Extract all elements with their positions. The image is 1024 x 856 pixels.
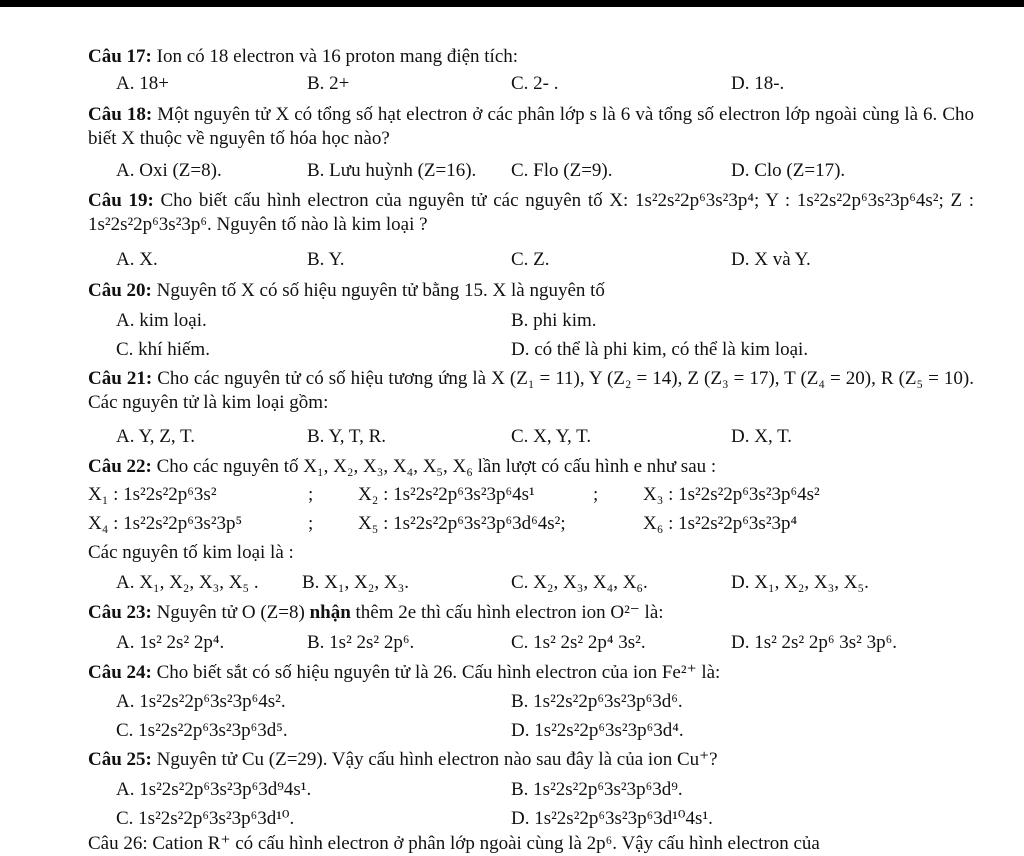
option-b[interactable]: B. 1s² 2s² 2p⁶.: [307, 632, 415, 653]
question-25: [88, 748, 718, 772]
config-separator: ;: [308, 513, 314, 534]
config-x3: X₃ : 1s²2s²2p⁶3s²3p⁶4s²: [643, 484, 820, 505]
config-separator: ;: [593, 484, 599, 505]
question-text: Cho các nguyên tử có số hiệu tương ứng là X (Z₁ = 11), Y (Z₂ = 14), Z (Z₃ = 17), T (Z₄ = 20), R (Z₅ = 10). Các nguyên tử là kim loại gồm:: [88, 368, 974, 413]
option-a[interactable]: A. X.: [116, 249, 158, 270]
option-c[interactable]: C. khí hiếm.: [116, 339, 210, 360]
question-text: Nguyên tố X có số hiệu nguyên tử bằng 15. X là nguyên tố: [156, 280, 605, 301]
option-d[interactable]: D. X và Y.: [731, 249, 811, 270]
option-b[interactable]: B. 2+: [307, 73, 350, 94]
question-text: Cho biết sắt có số hiệu nguyên tử là 26. Cấu hình electron của ion Fe²⁺ là:: [156, 662, 721, 683]
question-text: Nguyên tử Cu (Z=29). Vậy cấu hình electron nào sau đây là của ion Cu⁺?: [156, 749, 718, 770]
question-emphasis: nhận: [309, 602, 351, 623]
option-b[interactable]: B. 1s²2s²2p⁶3s²3p⁶3d⁹.: [511, 779, 683, 800]
question-18: [88, 103, 974, 151]
option-c[interactable]: C. X₂, X₃, X₄, X₆.: [511, 572, 648, 593]
option-d[interactable]: D. 1s²2s²2p⁶3s²3p⁶3d¹⁰4s¹.: [511, 808, 713, 829]
question-text: Cho biết cấu hình electron của nguyên tử các nguyên tố X: 1s²2s²2p⁶3s²3p⁴; Y : 1s²2s²2p⁶3s²3p⁶4s²; Z : 1s²2s²2p⁶3s²3p⁶. Nguyên tố nào là kim loại ?: [88, 190, 975, 235]
option-c[interactable]: C. 2- .: [511, 73, 559, 94]
option-b[interactable]: B. X₁, X₂, X₃.: [302, 572, 409, 593]
config-x2: X₂ : 1s²2s²2p⁶3s²3p⁶4s¹: [358, 484, 535, 505]
option-b[interactable]: B. 1s²2s²2p⁶3s²3p⁶3d⁶.: [511, 691, 683, 712]
option-d[interactable]: D. 1s² 2s² 2p⁶ 3s² 3p⁶.: [731, 632, 897, 653]
question-text: Ion có 18 electron và 16 proton mang điện tích:: [156, 46, 519, 67]
question-23: [88, 601, 664, 625]
question-label: Câu 19:: [88, 190, 154, 211]
question-text: Một nguyên tử X có tổng số hạt electron ở các phân lớp s là 6 và tổng số electron lớp ngoài cùng là 6. Cho biết X thuộc về nguyên tố hóa học nào?: [88, 104, 975, 149]
question-17: [88, 45, 518, 69]
option-c[interactable]: C. 1s²2s²2p⁶3s²3p⁶3d¹⁰.: [116, 808, 295, 829]
option-b[interactable]: B. Lưu huỳnh (Z=16).: [307, 160, 477, 181]
question-label: Câu 22:: [88, 456, 152, 477]
config-separator: ;: [308, 484, 314, 505]
option-c[interactable]: C. Z.: [511, 249, 550, 270]
config-x5: X₅ : 1s²2s²2p⁶3s²3p⁶3d⁶4s²;: [358, 513, 566, 534]
option-a[interactable]: A. Y, Z, T.: [116, 426, 195, 447]
option-d[interactable]: D. Clo (Z=17).: [731, 160, 846, 181]
question-label: Câu 21:: [88, 368, 153, 389]
option-d[interactable]: D. 18-.: [731, 73, 785, 94]
config-x6: X₆ : 1s²2s²2p⁶3s²3p⁴: [643, 513, 798, 534]
option-a[interactable]: A. kim loại.: [116, 310, 207, 331]
option-c[interactable]: C. 1s²2s²2p⁶3s²3p⁶3d⁵.: [116, 720, 288, 741]
option-d[interactable]: D. X₁, X₂, X₃, X₅.: [731, 572, 869, 593]
question-text: Nguyên tử O (Z=8): [156, 602, 305, 623]
question-24: [88, 661, 720, 685]
option-c[interactable]: C. 1s² 2s² 2p⁴ 3s².: [511, 632, 646, 653]
config-x4: X₄ : 1s²2s²2p⁶3s²3p⁵: [88, 513, 243, 534]
question-text-end: thêm 2e thì cấu hình electron ion O²⁻ là:: [355, 602, 664, 623]
question-22: [88, 455, 716, 479]
question-label: Câu 20:: [88, 280, 152, 301]
option-d[interactable]: D. X, T.: [731, 426, 793, 447]
question-label: Câu 18:: [88, 104, 153, 125]
option-a[interactable]: A. 1s²2s²2p⁶3s²3p⁶3d⁹4s¹.: [116, 779, 312, 800]
option-c[interactable]: C. X, Y, T.: [511, 426, 592, 447]
option-a[interactable]: A. 1s² 2s² 2p⁴.: [116, 632, 225, 653]
question-21: [88, 367, 974, 415]
top-border: [0, 0, 1024, 7]
question-label: Câu 25:: [88, 749, 152, 770]
option-a[interactable]: A. 1s²2s²2p⁶3s²3p⁶4s².: [116, 691, 286, 712]
config-x1: X₁ : 1s²2s²2p⁶3s²: [88, 484, 217, 505]
option-d[interactable]: D. có thể là phi kim, có thể là kim loại.: [511, 339, 809, 360]
option-c[interactable]: C. Flo (Z=9).: [511, 160, 613, 181]
option-d[interactable]: D. 1s²2s²2p⁶3s²3p⁶3d⁴.: [511, 720, 684, 741]
question-26-cutoff: Câu 26: Cation R⁺ có cấu hình electron ở phân lớp ngoài cùng là 2p⁶. Vậy cấu hình electron của: [88, 833, 820, 854]
question-label: Câu 24:: [88, 662, 152, 683]
question-subtext: Các nguyên tố kim loại là :: [88, 542, 294, 563]
option-a[interactable]: A. 18+: [116, 73, 169, 94]
option-a[interactable]: A. X₁, X₂, X₃, X₅ .: [116, 572, 259, 593]
option-b[interactable]: B. phi kim.: [511, 310, 597, 331]
option-a[interactable]: A. Oxi (Z=8).: [116, 160, 222, 181]
question-20: [88, 279, 605, 303]
question-19: [88, 189, 974, 237]
option-b[interactable]: B. Y.: [307, 249, 345, 270]
option-b[interactable]: B. Y, T, R.: [307, 426, 387, 447]
question-label: Câu 17:: [88, 46, 152, 67]
question-label: Câu 23:: [88, 602, 152, 623]
question-text: Cho các nguyên tố X₁, X₂, X₃, X₄, X₅, X₆ lần lượt có cấu hình e như sau :: [156, 456, 717, 477]
